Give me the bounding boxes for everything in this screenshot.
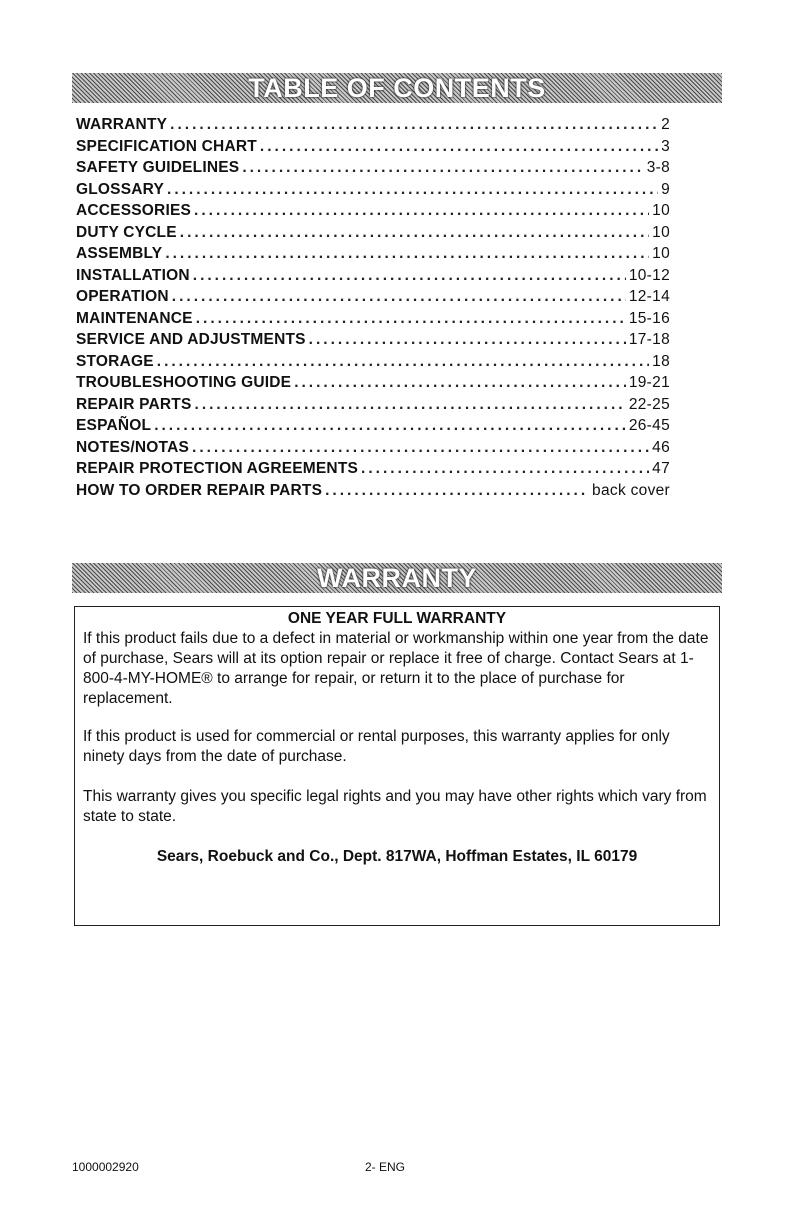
toc-entry — [76, 374, 670, 396]
toc-entry-title: ACCESSORIES — [76, 202, 192, 219]
toc-entry-title: HOW TO ORDER REPAIR PARTS — [76, 481, 323, 499]
toc-leader-dots — [180, 224, 649, 242]
toc-entry-page: 10 — [652, 202, 670, 219]
toc-entry-page: 22-25 — [628, 395, 670, 413]
toc-entry-page: 18 — [652, 352, 670, 370]
toc-leader-dots — [165, 245, 649, 263]
toc-entry — [76, 482, 670, 504]
toc-entry-page: 12-14 — [628, 288, 670, 305]
toc-entry — [76, 417, 670, 439]
toc-leader-dots — [196, 310, 626, 328]
toc-entry-title: DUTY CYCLE — [76, 223, 177, 241]
toc-entry-title: SPECIFICATION CHART — [76, 137, 257, 155]
toc-entry — [76, 460, 670, 482]
toc-entry — [76, 116, 670, 138]
toc-leader-dots — [194, 202, 649, 220]
toc-entry-title: ESPAÑOL — [76, 417, 152, 434]
warranty-paragraph-3: This warranty gives you specific legal rights and you may have other rights which vary from state to state. — [83, 788, 707, 825]
toc-entry-title: ASSEMBLY — [76, 245, 163, 262]
warranty-address: Sears, Roebuck and Co., Dept. 817WA, Hoffman Estates, IL 60179 — [156, 848, 638, 865]
toc-entry — [76, 396, 670, 418]
footer-page-label: 2- ENG — [365, 1160, 406, 1174]
toc-leader-dots — [193, 267, 626, 285]
toc-leader-dots — [361, 460, 649, 478]
toc-entry — [76, 181, 670, 203]
warranty-banner — [72, 563, 722, 593]
toc-entry-page: 2 — [661, 116, 670, 133]
toc-entry-title: WARRANTY — [76, 116, 168, 133]
toc-entry-page: 10 — [652, 223, 670, 241]
toc-entry-title: SAFETY GUIDELINES — [76, 159, 240, 176]
toc-entry — [76, 331, 670, 353]
toc-leader-dots — [172, 288, 626, 306]
toc-leader-dots — [260, 138, 658, 156]
toc-leader-dots — [294, 374, 626, 392]
toc-entry — [76, 439, 670, 461]
toc-entry-page: 15-16 — [628, 309, 670, 327]
toc-entry — [76, 138, 670, 160]
toc-leader-dots — [309, 331, 626, 349]
toc-entry-title: INSTALLATION — [76, 266, 190, 284]
toc-entry-page: back cover — [592, 481, 670, 499]
toc-leader-dots — [195, 396, 626, 414]
toc-entry — [76, 353, 670, 375]
toc-entry-title: REPAIR PROTECTION AGREEMENTS — [76, 460, 359, 477]
warranty-box-title: ONE YEAR FULL WARRANTY — [287, 610, 507, 627]
toc-entry — [76, 159, 670, 181]
toc-entry-title: TROUBLESHOOTING GUIDE — [76, 374, 292, 391]
warranty-paragraph-1: If this product fails due to a defect in material or workmanship within one year from the date of purchase, Sears will at its option repair or replace it free of charge. Contact Sears at 1-800-4-MY-HOME® to arrange for repair, or return it to the place of purchase for replacement. — [83, 630, 709, 707]
warranty-heading: WARRANTY — [317, 563, 477, 593]
toc-entry-page: 47 — [652, 460, 670, 477]
toc-entry-title: OPERATION — [76, 288, 169, 305]
toc-entry-title: SERVICE AND ADJUSTMENTS — [76, 331, 306, 348]
toc-leader-dots — [167, 181, 658, 199]
toc-entry — [76, 245, 670, 267]
toc-entry-page: 3-8 — [646, 159, 670, 176]
toc-leader-dots — [242, 159, 643, 177]
toc-entry-page: 3 — [661, 137, 670, 155]
toc-entry — [76, 267, 670, 289]
toc-entry — [76, 288, 670, 310]
toc-entry — [76, 202, 670, 224]
toc-entry-page: 10-12 — [628, 266, 670, 284]
toc-entry-page: 46 — [652, 438, 670, 456]
toc-entry-title: REPAIR PARTS — [76, 395, 192, 413]
toc-banner — [72, 73, 722, 103]
footer-doc-id: 1000002920 — [72, 1160, 139, 1174]
toc-entry-page: 26-45 — [628, 417, 670, 434]
toc-leader-dots — [154, 417, 626, 435]
warranty-box — [74, 606, 720, 926]
toc-leader-dots — [170, 116, 658, 134]
toc-heading: TABLE OF CONTENTS — [248, 73, 546, 103]
toc-entry-title: STORAGE — [76, 352, 154, 370]
toc-entry-page: 9 — [661, 180, 670, 198]
toc-entry-page: 19-21 — [628, 374, 670, 391]
toc-leader-dots — [325, 482, 589, 500]
toc-entry-title: MAINTENANCE — [76, 309, 193, 327]
toc-leader-dots — [157, 353, 649, 371]
toc-entry-title: GLOSSARY — [76, 180, 165, 198]
toc-entry-page: 17-18 — [628, 331, 670, 348]
toc-entry — [76, 310, 670, 332]
toc-entry — [76, 224, 670, 246]
table-of-contents — [76, 116, 670, 503]
toc-entry-title: NOTES/NOTAS — [76, 438, 190, 456]
toc-entry-page: 10 — [652, 245, 670, 262]
toc-leader-dots — [192, 439, 649, 457]
warranty-paragraph-2: If this product is used for commercial or rental purposes, this warranty applies for only ninety days from the date of purchase. — [83, 728, 670, 765]
